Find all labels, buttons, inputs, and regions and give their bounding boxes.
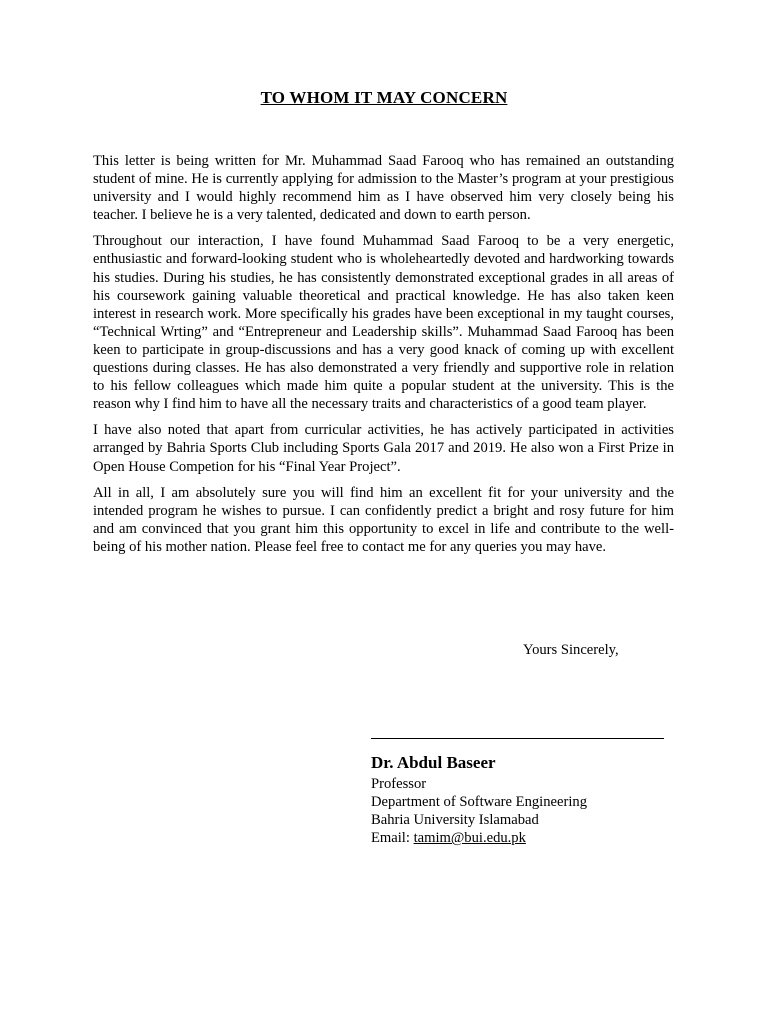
signer-name: Dr. Abdul Baseer — [371, 753, 496, 772]
paragraph-extracurricular: I have also noted that apart from curricular activities, he has actively participated in activities arranged by Bahria Sports Club including Sports Gala 2017 and 2019. He also won a First Prize in Open House Competion for his “Final Year Project”. — [93, 422, 674, 475]
letter-body — [93, 152, 674, 564]
closing-salutation: Yours Sincerely, — [523, 642, 619, 658]
signature-line — [371, 738, 664, 739]
signer-university: Bahria University Islamabad — [371, 812, 539, 829]
paragraph-introduction: This letter is being written for Mr. Muhammad Saad Farooq who has remained an outstanding student of mine. He is currently applying for admission to the Master’s program at your prestigious university and I would highly recommend him as I have observed him very closely being his teacher. I believe he is a very talented, dedicated and down to earth person. — [93, 153, 674, 224]
signer-email-row — [371, 829, 587, 847]
email-label: Email: — [371, 830, 414, 847]
signer-department: Department of Software Engineering — [371, 794, 587, 811]
letter-title: TO WHOM IT MAY CONCERN — [260, 88, 508, 107]
signature-block — [371, 752, 587, 847]
paragraph-academic-performance: Throughout our interaction, I have found Muhammad Saad Farooq to be a very energetic, enthusiastic and forward-looking student who is wholeheartedly devoted and hardworking towards his studies. During his studies, he has consistently demonstrated exceptional grades in all areas of his coursework gaining valuable theoretical and practical knowledge. He has also taken keen interest in research work. More specifically his grades have been exceptional in my taught courses, “Technical Wrting” and “Entrepreneur and Leadership skills”. Muhammad Saad Farooq has been keen to participate in group-discussions and has a very good knack of coming up with excellent questions during classes. He has also demonstrated a very friendly and supportive role in relation to his fellow colleagues which made him quite a popular student at the university. This is the reason why I find him to have all the necessary traits and characteristics of a good team player. — [93, 233, 674, 413]
email-link[interactable]: tamim@bui.edu.pk — [413, 830, 526, 847]
paragraph-conclusion: All in all, I am absolutely sure you will find him an excellent fit for your university and the intended program he wishes to pursue. I can confidently predict a bright and rosy future for him and am convinced that you grant him this opportunity to excel in life and contribute to the well-being of his mother nation. Please feel free to contact me for any queries you may have. — [93, 484, 674, 555]
signer-position: Professor — [371, 776, 427, 792]
